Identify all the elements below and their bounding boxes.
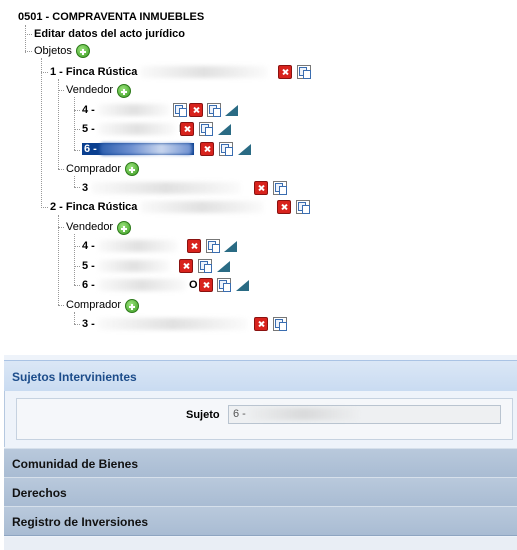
corner-triangle-icon <box>238 144 251 155</box>
selected-item-label <box>82 143 194 155</box>
delete-icon[interactable] <box>187 239 201 253</box>
tree-line <box>41 72 48 73</box>
add-comprador-icon[interactable] <box>125 299 139 313</box>
vendedor-item-label: 5 - <box>82 123 95 135</box>
tree-line <box>74 234 75 285</box>
finca-1-label: 1 - Finca Rústica <box>50 66 138 78</box>
delete-icon[interactable] <box>189 103 203 117</box>
tree-line <box>74 150 80 151</box>
tree-line <box>74 187 80 188</box>
redacted-text <box>249 408 359 420</box>
delete-icon[interactable] <box>200 142 214 156</box>
delete-icon[interactable] <box>277 200 291 214</box>
redacted-text <box>98 104 170 116</box>
copy-icon[interactable] <box>219 142 233 156</box>
tree-line <box>58 215 59 305</box>
edit-act-link[interactable]: Editar datos del acto jurídico <box>34 28 185 40</box>
sujeto-value: 6 - <box>233 408 246 420</box>
sujeto-field[interactable] <box>228 405 501 424</box>
vendedor-item-label: 6 - <box>82 279 95 291</box>
corner-triangle-icon <box>236 280 249 291</box>
vendedor-item-tail: O <box>188 279 198 291</box>
copy-icon[interactable] <box>273 181 287 195</box>
corner-triangle-icon <box>217 261 230 272</box>
finca-1-node[interactable] <box>50 65 268 79</box>
copy-icon[interactable] <box>198 259 212 273</box>
corner-triangle-icon <box>224 241 237 252</box>
copy-icon[interactable] <box>206 239 220 253</box>
redacted-text <box>100 143 192 155</box>
comprador-item[interactable] <box>82 317 248 331</box>
tree-line <box>58 305 64 306</box>
tree-line <box>74 312 75 324</box>
tree-line <box>74 129 80 130</box>
delete-icon[interactable] <box>254 317 268 331</box>
tree-line <box>58 79 59 169</box>
add-vendedor-icon[interactable] <box>117 84 131 98</box>
tree-line <box>25 51 32 52</box>
derechos-title: Derechos <box>12 486 67 500</box>
vendedor-item-label: 4 - <box>82 240 95 252</box>
tree-line <box>41 207 48 208</box>
copy-icon[interactable] <box>273 317 287 331</box>
sujeto-label: Sujeto <box>186 409 220 421</box>
tree-line <box>74 110 80 111</box>
redacted-text <box>98 279 186 291</box>
tree-line <box>41 58 42 208</box>
tree-line <box>74 246 80 247</box>
redacted-text <box>140 66 268 78</box>
corner-triangle-icon <box>218 124 231 135</box>
delete-icon[interactable] <box>199 278 213 292</box>
panel-footer <box>4 537 517 550</box>
copy-icon[interactable] <box>199 122 213 136</box>
redacted-text <box>98 240 178 252</box>
comunidad-bienes-header[interactable] <box>4 448 517 478</box>
objects-node[interactable]: Objetos <box>34 45 72 57</box>
delete-icon[interactable] <box>254 181 268 195</box>
comprador-node[interactable]: Comprador <box>66 163 122 175</box>
derechos-header[interactable] <box>4 477 517 507</box>
delete-icon[interactable] <box>179 259 193 273</box>
tree-line <box>74 97 75 150</box>
vendedor-item[interactable] <box>82 278 198 292</box>
tree-line <box>25 25 26 53</box>
comprador-item-label: 3 - <box>82 318 95 330</box>
copy-icon[interactable] <box>207 103 221 117</box>
redacted-text <box>140 201 264 213</box>
add-comprador-icon[interactable] <box>125 162 139 176</box>
registro-inversiones-title: Registro de Inversiones <box>12 515 149 529</box>
comunidad-bienes-title: Comunidad de Bienes <box>12 457 139 471</box>
vendedor-item[interactable] <box>82 122 186 136</box>
finca-2-label: 2 - Finca Rústica <box>50 201 138 213</box>
add-vendedor-icon[interactable] <box>117 221 131 235</box>
registro-inversiones-header[interactable] <box>4 506 517 536</box>
comprador-node[interactable]: Comprador <box>66 299 122 311</box>
redacted-text <box>98 123 176 135</box>
finca-2-node[interactable] <box>50 200 264 214</box>
vendedor-item-label: 5 - <box>82 260 95 272</box>
tree-line <box>58 169 64 170</box>
delete-icon[interactable] <box>180 122 194 136</box>
vendedor-item-selected[interactable] <box>82 142 194 156</box>
corner-triangle-icon <box>225 105 238 116</box>
comprador-item-label: 3 <box>82 182 89 194</box>
tree-line <box>74 176 75 187</box>
tree-line <box>74 324 80 325</box>
vendedor-node[interactable]: Vendedor <box>66 84 114 96</box>
sujetos-intervinientes-header[interactable] <box>4 360 517 392</box>
redacted-text <box>98 260 170 272</box>
copy-icon[interactable] <box>173 103 187 117</box>
tree-line <box>74 285 80 286</box>
comprador-item[interactable] <box>82 181 241 195</box>
tree-line <box>58 227 64 228</box>
copy-icon[interactable] <box>217 278 231 292</box>
redacted-text <box>98 318 248 330</box>
tree-line <box>74 266 80 267</box>
tree-line <box>58 90 64 91</box>
copy-icon[interactable] <box>296 200 310 214</box>
tree-root-title[interactable]: 0501 - COMPRAVENTA INMUEBLES <box>18 11 205 23</box>
selected-item-text: 6 - <box>84 143 97 155</box>
tree-line <box>25 34 32 35</box>
vendedor-item[interactable] <box>82 239 178 253</box>
redacted-text <box>91 182 241 194</box>
sujetos-intervinientes-title: Sujetos Intervinientes <box>12 370 137 384</box>
vendedor-node[interactable]: Vendedor <box>66 221 114 233</box>
add-object-icon[interactable] <box>76 44 90 58</box>
vendedor-item[interactable] <box>82 103 170 117</box>
copy-icon[interactable] <box>297 65 311 79</box>
vendedor-item-label: 4 - <box>82 104 95 116</box>
vendedor-item[interactable] <box>82 259 170 273</box>
delete-icon[interactable] <box>278 65 292 79</box>
